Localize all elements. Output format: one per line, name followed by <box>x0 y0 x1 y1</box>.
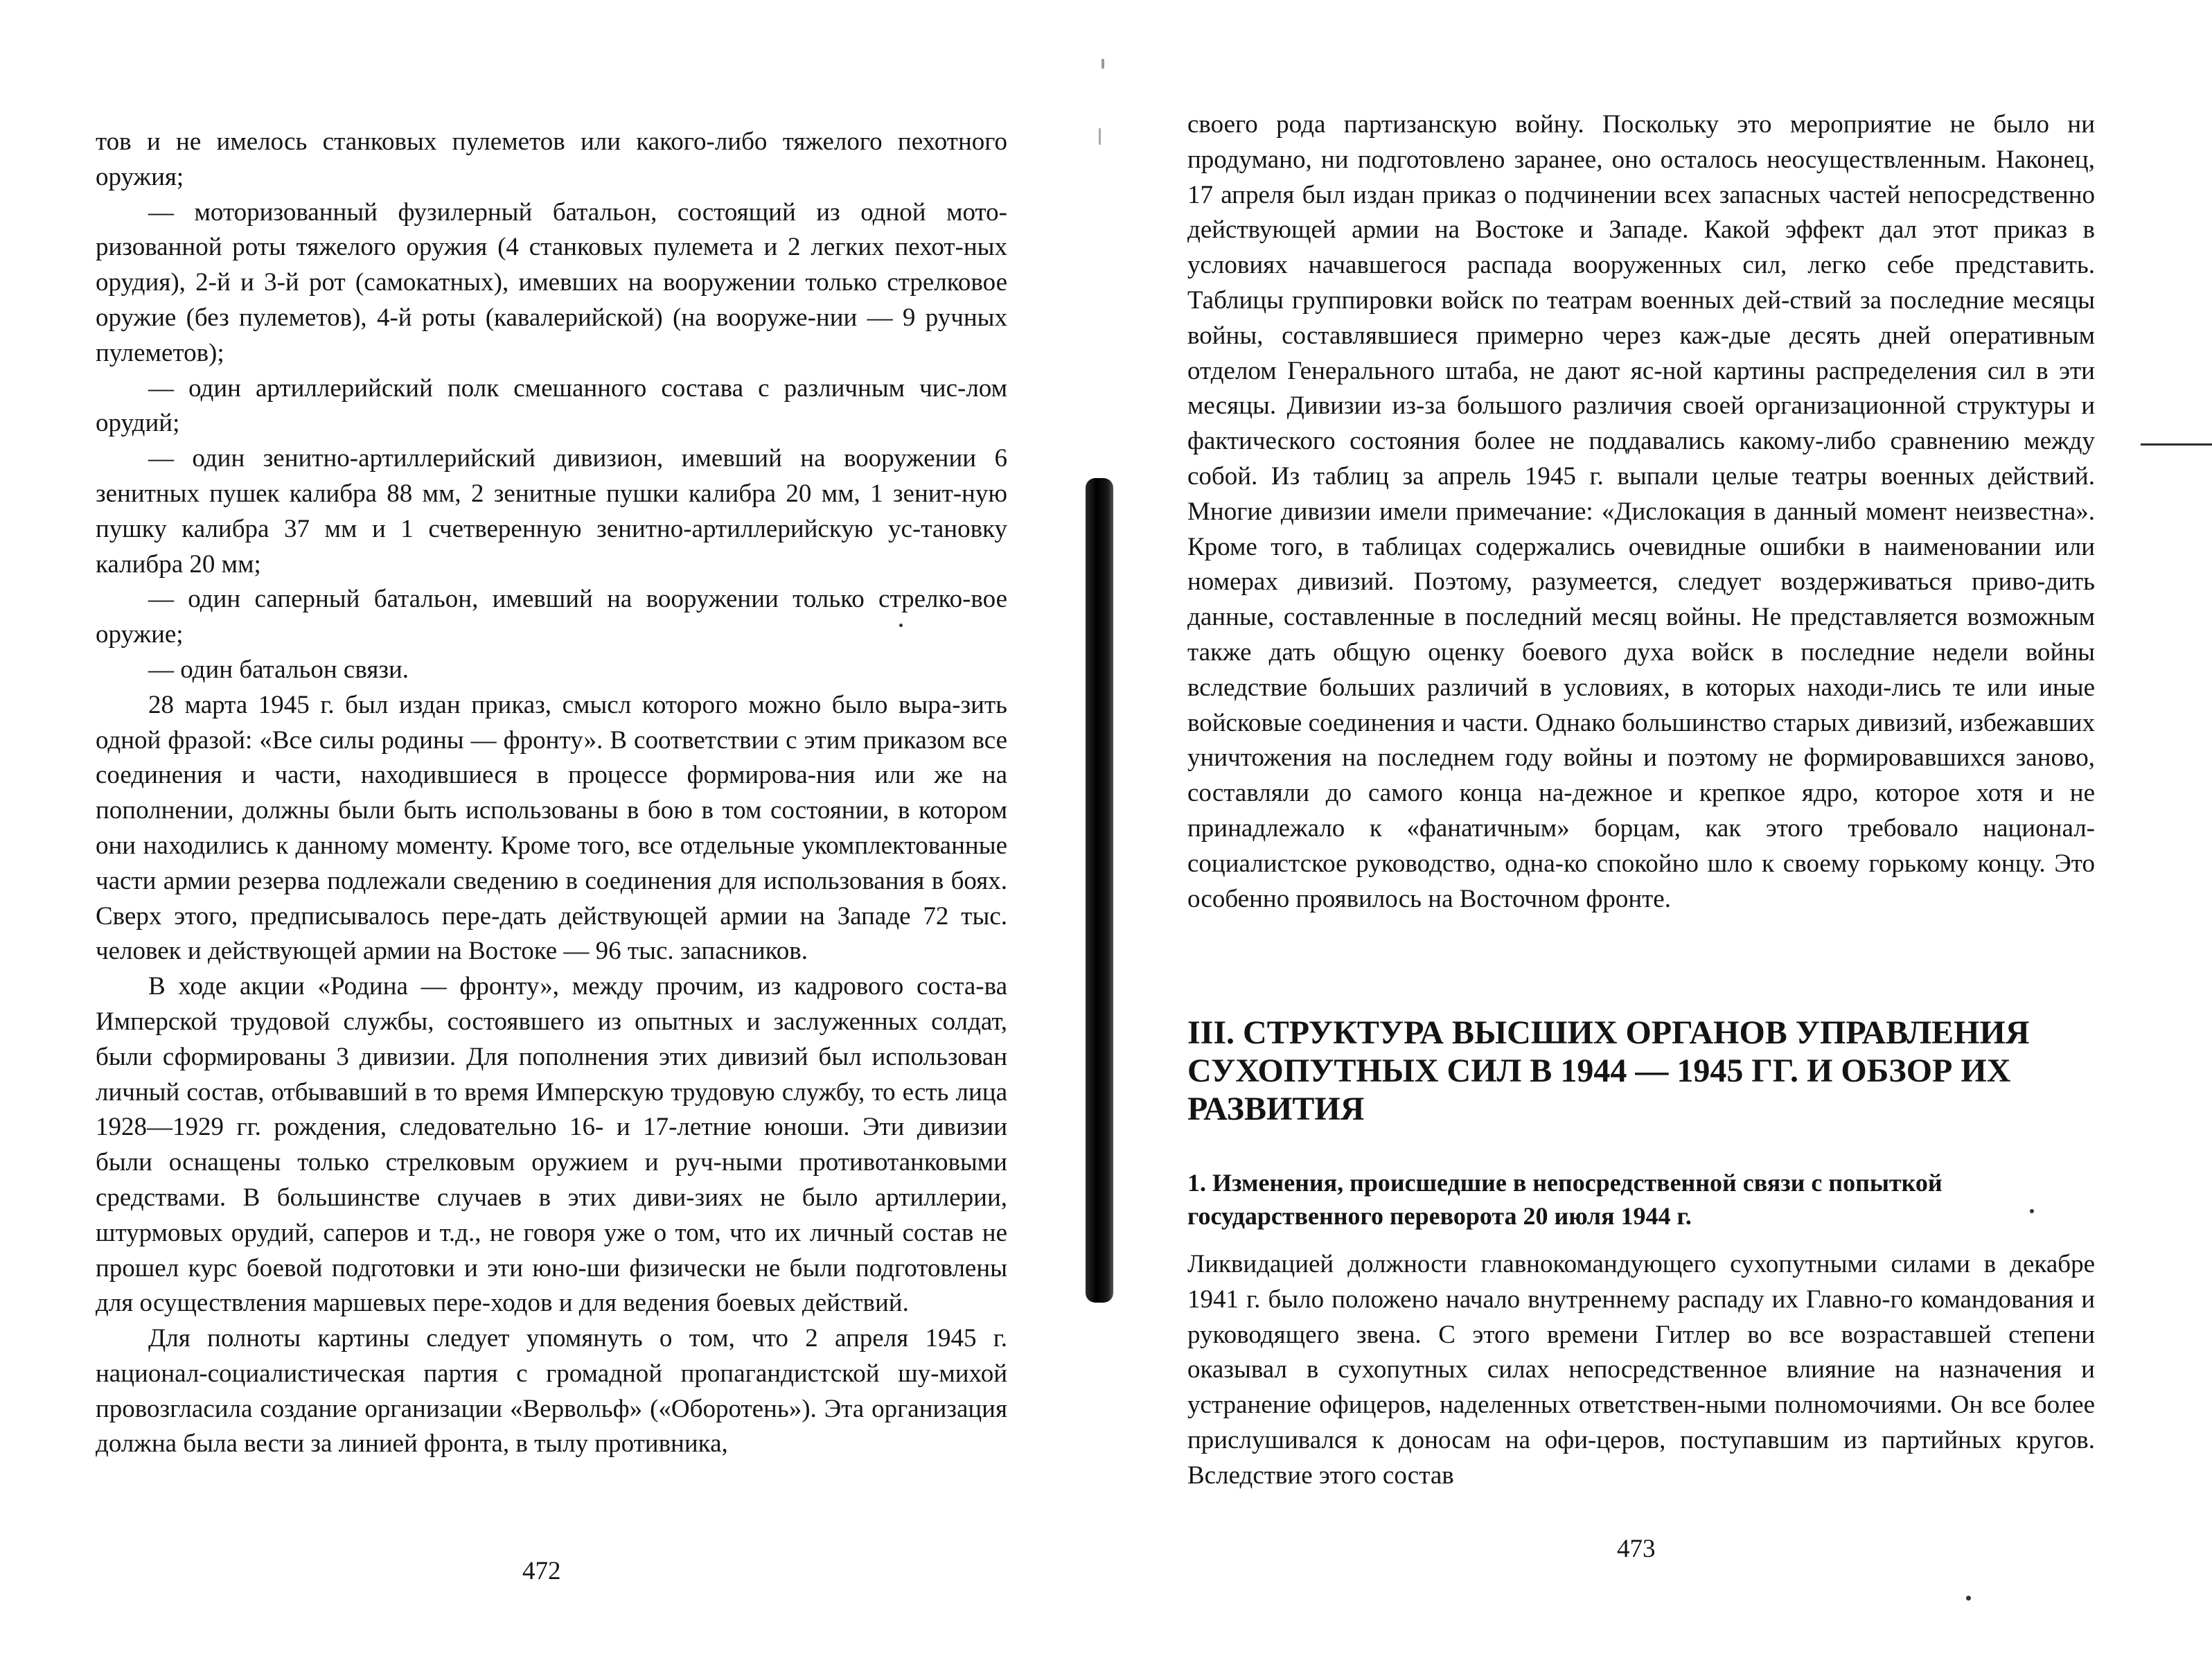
list-item-engineer-battalion: — один саперный батальон, имевший на вооружении только стрелко-вое оружие; <box>96 585 1007 649</box>
subsection-heading: 1. Изменения, происшедшие в непосредственной связи с попыткой государственного переворота 20 июля 1944 г. <box>1187 1169 1943 1230</box>
list-item-signal-battalion: — один батальон связи. <box>148 655 409 684</box>
scan-speck <box>1099 128 1101 145</box>
list-intro-line: тов и не имелось станковых пулеметов или какого-либо тяжелого пехотного оружия; <box>96 127 1007 191</box>
list-item-fusilier-battalion: — моторизованный фузилерный батальон, состоящий из одной мото-ризованной роты тяжелого оружия (4 станковых пулемета и 2 легких пехот-ных орудия), 2-й и 3-й рот (самокатных), имевших на вооружении только стрелковое оружие (без пулеметов), 4-й роты (кавалерийской) (на вооруже-нии — 9 ручных пулеметов); <box>96 197 1007 367</box>
page-number-right: 473 <box>1617 1535 1656 1563</box>
binding-shadow <box>1086 478 1113 1303</box>
scan-speck <box>1966 1596 1971 1601</box>
list-item-artillery-regiment: — один артиллерийский полк смешанного состава с различным чис-лом орудий; <box>96 373 1007 438</box>
paragraph-march-order: 28 марта 1945 г. был издан приказ, смысл которого можно было выра-зить одной фразой: «Все силы родины — фронту». В соответствии с этим приказом все соединения и части, находившиеся в процессе формирова-ния или же на пополнении, должны были быть использованы в бою в том состоянии, в котором они находились к данному моменту. Кроме того, все отдельные укомплектованные части армии резерва подлежали сведению в соединения для использования в боях. Сверх этого, предписывалось пере-дать действующей армии на Западе 72 тыс. человек и действующей армии на Востоке — 96 тыс. запасников. <box>96 690 1007 966</box>
page-number-left: 472 <box>522 1557 561 1585</box>
paragraph-command-collapse: Ликвидацией должности главнокомандующего сухопутными силами в декабре 1941 г. было положено начало внутреннему распаду их Главно-го командования и руководящего звена. С этого времени Гитлер во все возраставшей степени оказывал в сухопутных силах непосредственное влияние на назначения и устранение офицеров, наделенных ответствен-ными полномочиями. Он все более прислушивался к доносам на офи-церов, поступавшим из партийных кругов. Вследствие этого состав <box>1187 1250 2095 1490</box>
right-page-top-text <box>1187 107 2095 917</box>
paragraph-homeland-action: В ходе акции «Родина — фронту», между прочим, из кадрового соста-ва Имперской трудовой службы, состоявшего из опытных и заслуженных солдат, были сформированы 3 дивизии. Для пополнения этих дивизий был использован личный состав, отбывавший в то время Имперскую трудовую службу, то есть лица 1928—1929 гг. рождения, следовательно 16- и 17-летние юноши. Эти дивизии были оснащены только стрелковым оружием и руч-ными противотанковыми средствами. В большинстве случаев в этих диви-зиях не было артиллерии, штурмовых орудий, саперов и т.д., не говоря уже о том, что их личный состав не прошел курс боевой подготовки и эти юно-ши физически не были подготовлены для осуществления маршевых пере-ходов и для ведения боевых действий. <box>96 972 1007 1318</box>
scan-speck <box>1101 59 1104 69</box>
right-page-bottom-text <box>1187 1247 2095 1494</box>
paragraph-partisan-war: своего рода партизанскую войну. Поскольку это мероприятие не было ни продумано, ни подготовлено заранее, оно осталось неосуществленным. Наконец, 17 апреля был издан приказ о подчинении всех запасных частей непосредственно действующей армии на Востоке и Западе. Какой эффект дал этот приказ в условиях начавшегося распада вооруженных сил, легко себе представить. Таблицы группировки войск по театрам военных дей-ствий за последние месяцы войны, составлявшиеся примерно через каж-дые десять дней оперативным отделом Генерального штаба, не дают яс-ной картины распределения сил в эти месяцы. Дивизии из-за большого различия своей организационной структуры и фактического состояния более не поддавались какому-либо сравнению между собой. Из таблиц за апрель 1945 г. выпали целые театры военных действий. Многие дивизии имели примечание: «Дислокация в данный момент неизвестна». Кроме того, в таблицах содержались очевидные ошибки в наименовании или номерах дивизий. Поэтому, разумеется, следует воздерживаться приво-дить данные, составленные в последний месяц войны. Не представляется возможным также дать общую оценку боевого духа войск в последние недели войны вследствие больших различий в условиях, в которых находи-лись те или иные войсковые соединения и части. Однако большинство старых дивизий, избежавших уничтожения на последнем году войны и поэтому не формировавшихся заново, составляли до самого конца на-дежное и крепкое ядро, которое хотя и не принадлежало к «фанатичным» борцам, как этого требовало национал-социалистское руководство, одна-ко спокойно шло к своему горькому концу. Это особенно проявилось на Восточном фронте. <box>1187 110 2095 913</box>
section-heading: III. СТРУКТУРА ВЫСШИХ ОРГАНОВ УПРАВЛЕНИЯ СУХОПУТНЫХ СИЛ В 1944 — 1945 ГГ. И ОБЗОР ИХ РАЗВИТИЯ <box>1187 1014 2030 1127</box>
list-item-flak-battalion: — один зенитно-артиллерийский дивизион, имевший на вооружении 6 зенитных пушек калибра 88 мм, 2 зенитные пушки калибра 20 мм, 1 зенит-ную пушку калибра 37 мм и 1 счетверенную зенитно-артиллерийскую ус-тановку калибра 20 мм; <box>96 444 1007 579</box>
paragraph-werwolf: Для полноты картины следует упомянуть о том, что 2 апреля 1945 г. национал-социалистическая партия с громадной пропагандистской шу-михой провозгласила создание организации «Вервольф» («Оборотень»). Эта организация должна была вести за линией фронта, в тылу противника, <box>96 1324 1007 1459</box>
margin-rule <box>2141 443 2212 446</box>
left-page-text <box>96 125 1007 1462</box>
scan-speck <box>899 624 903 627</box>
